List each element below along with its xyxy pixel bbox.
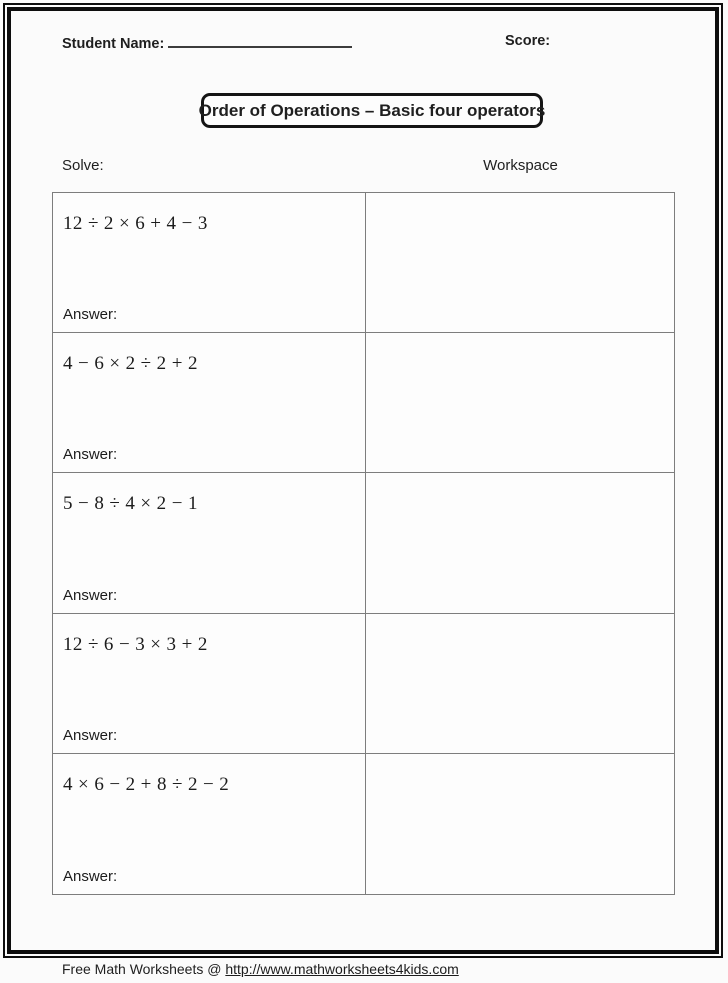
worksheet-title-box [198, 93, 546, 128]
worksheet-title: Order of Operations – Basic four operators [198, 100, 546, 120]
workspace-cell-4 [366, 614, 674, 754]
student-name-blank-line [168, 33, 352, 48]
workspace-column-label: Workspace [483, 157, 558, 174]
answer-label-1: Answer: [63, 306, 118, 324]
footer [62, 961, 459, 977]
answer-label-4: Answer: [63, 726, 118, 744]
problem-table [52, 192, 675, 895]
workspace-cell-5 [366, 754, 674, 894]
problem-cell-1 [53, 193, 366, 333]
problem-expression-1: 12 ÷ 2 × 6 + 4 − 3 [63, 213, 208, 234]
answer-label-3: Answer: [63, 586, 118, 604]
problem-cell-4 [53, 614, 366, 754]
student-name-block [62, 33, 352, 52]
workspace-cell-1 [366, 193, 674, 333]
problem-expression-5: 4 × 6 − 2 + 8 ÷ 2 − 2 [63, 773, 230, 795]
problem-expression-4: 12 ÷ 6 − 3 × 3 + 2 [63, 633, 208, 655]
problem-cell-3 [53, 473, 366, 613]
workspace-cell-3 [366, 473, 674, 613]
footer-text: Free Math Worksheets @ [62, 961, 226, 977]
problem-cell-2 [53, 333, 366, 473]
answer-label-2: Answer: [63, 446, 118, 464]
problem-expression-3: 5 − 8 ÷ 4 × 2 − 1 [63, 493, 198, 515]
solve-column-label: Solve: [62, 157, 104, 174]
workspace-cell-2 [366, 333, 674, 473]
problem-cell-5 [53, 754, 366, 894]
answer-label-5: Answer: [63, 867, 118, 885]
problem-expression-2: 4 − 6 × 2 ÷ 2 + 2 [63, 353, 198, 375]
student-name-label: Student Name: [62, 36, 165, 52]
footer-link[interactable]: http://www.mathworksheets4kids.com [225, 961, 459, 977]
score-label: Score: [505, 33, 551, 49]
